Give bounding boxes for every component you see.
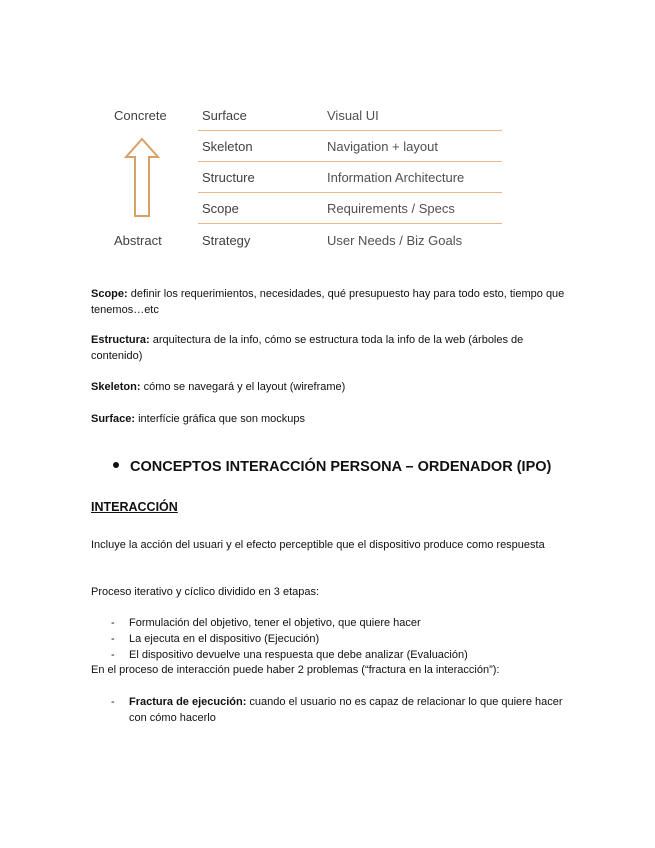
divider	[198, 161, 502, 162]
list-item-text	[129, 694, 566, 726]
divider	[198, 192, 502, 193]
layer-skeleton: Skeleton	[202, 139, 253, 154]
definition-text: interfície gráfica que son mockups	[135, 413, 306, 425]
layer-skeleton-desc: Navigation + layout	[327, 139, 438, 154]
dash-bullet: -	[111, 649, 115, 661]
dash-bullet: -	[111, 617, 115, 629]
dash-bullet: -	[111, 633, 115, 645]
list-item-text: Formulación del objetivo, tener el objetivo, que quiere hacer	[129, 617, 421, 629]
up-arrow-icon	[124, 137, 160, 219]
paragraph-definition: Incluye la acción del usuari y el efecto perceptible que el dispositivo produce como respuesta	[91, 539, 545, 551]
paragraph-problems: En el proceso de interacción puede haber 2 problemas (“fractura en la interacción”):	[91, 664, 500, 676]
divider	[198, 223, 502, 224]
section-title-text: CONCEPTOS INTERACCIÓN PERSONA – ORDENADOR (IPO)	[130, 459, 552, 475]
layer-structure: Structure	[202, 170, 255, 185]
layer-structure-desc: Information Architecture	[327, 170, 465, 185]
concrete-label: Concrete	[114, 108, 167, 123]
dash-bullet: -	[111, 696, 115, 708]
layer-scope-desc: Requirements / Specs	[327, 201, 455, 216]
definition-estructura	[91, 332, 566, 364]
layers-diagram	[0, 0, 655, 270]
definition-text: cómo se navegará y el layout (wireframe)	[140, 381, 346, 393]
layer-scope: Scope	[202, 201, 239, 216]
definition-term: Skeleton:	[91, 381, 141, 393]
abstract-label: Abstract	[114, 233, 162, 248]
layer-strategy-desc: User Needs / Biz Goals	[327, 233, 463, 248]
bullet-icon	[113, 462, 119, 468]
definition-term: Scope:	[91, 288, 128, 300]
list-item-text: El dispositivo devuelve una respuesta que debe analizar (Evaluación)	[129, 649, 468, 661]
definition-skeleton	[91, 379, 566, 395]
paragraph-process: Proceso iterativo y cíclico dividido en 3 etapas:	[91, 586, 320, 598]
definition-scope	[91, 286, 566, 318]
divider	[198, 130, 502, 131]
problem-text: cuando el usuario no es capaz de relacionar lo que quiere hacer con cómo hacerlo	[129, 696, 563, 724]
section-title	[113, 459, 551, 475]
definition-term: Surface:	[91, 413, 136, 425]
layer-surface: Surface	[202, 108, 247, 123]
definition-surface	[91, 411, 566, 427]
definition-term: Estructura:	[91, 334, 150, 346]
definition-text: definir los requerimientos, necesidades, qué presupuesto hay para todo esto, tiempo que tenemos…etc	[91, 288, 565, 316]
definition-text: arquitectura de la info, cómo se estructura toda la info de la web (árboles de contenido)	[91, 334, 524, 362]
layer-strategy: Strategy	[202, 233, 251, 248]
problem-term: Fractura de ejecución:	[129, 696, 247, 708]
list-item-text: La ejecuta en el dispositivo (Ejecución)	[129, 633, 320, 645]
layer-surface-desc: Visual UI	[327, 108, 379, 123]
subheading-interaccion: INTERACCIÓN	[91, 500, 178, 514]
